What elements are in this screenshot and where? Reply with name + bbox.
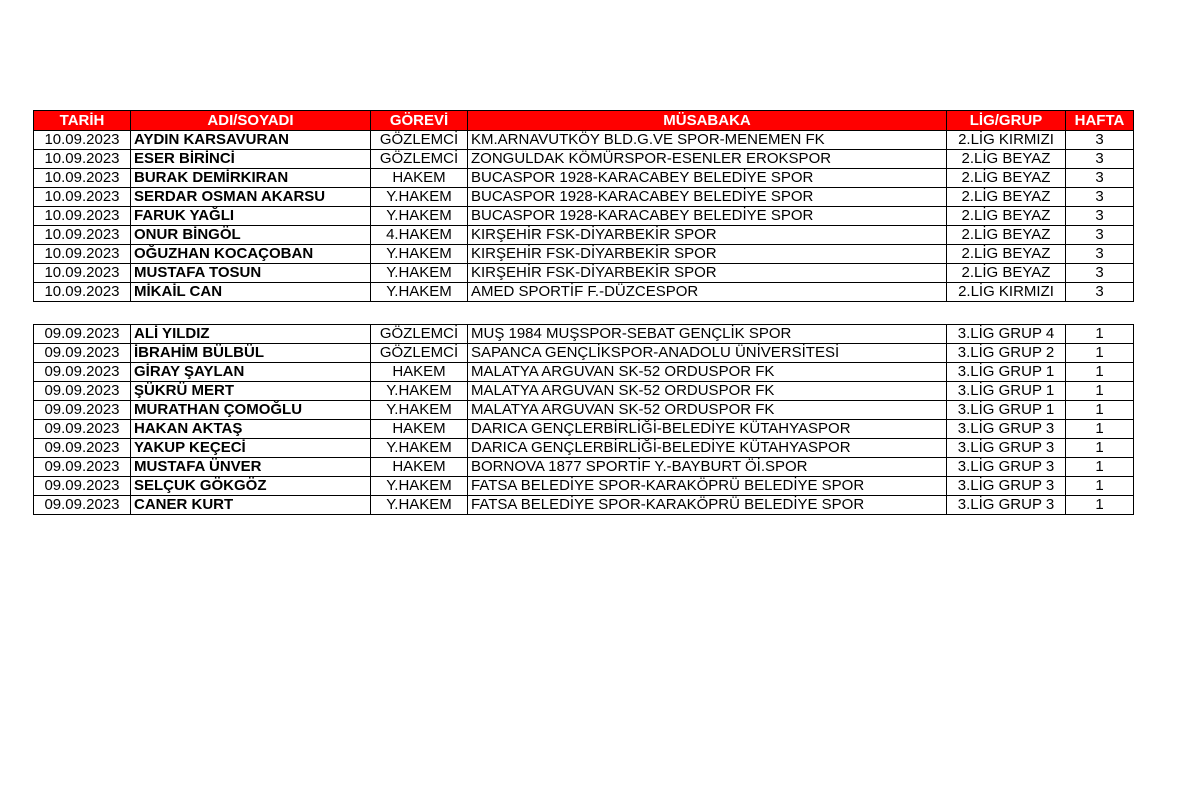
cell-role: HAKEM xyxy=(371,458,468,477)
cell-league: 2.LİG BEYAZ xyxy=(947,169,1066,188)
cell-match: MUŞ 1984 MUŞSPOR-SEBAT GENÇLİK SPOR xyxy=(468,325,947,344)
cell-date: 09.09.2023 xyxy=(34,344,131,363)
cell-match: BUCASPOR 1928-KARACABEY BELEDİYE SPOR xyxy=(468,207,947,226)
cell-name: SELÇUK GÖKGÖZ xyxy=(131,477,371,496)
cell-match: KIRŞEHİR FSK-DİYARBEKİR SPOR xyxy=(468,245,947,264)
cell-role: Y.HAKEM xyxy=(371,245,468,264)
cell-match: KIRŞEHİR FSK-DİYARBEKİR SPOR xyxy=(468,264,947,283)
cell-name: ESER BİRİNCİ xyxy=(131,150,371,169)
cell-match: DARICA GENÇLERBİRLİĞİ-BELEDİYE KÜTAHYASPOR xyxy=(468,439,947,458)
table-row xyxy=(34,283,1134,302)
cell-date: 10.09.2023 xyxy=(34,169,131,188)
table-row xyxy=(34,150,1134,169)
cell-role: Y.HAKEM xyxy=(371,188,468,207)
cell-week: 3 xyxy=(1066,169,1134,188)
cell-role: Y.HAKEM xyxy=(371,207,468,226)
cell-name: ŞÜKRÜ MERT xyxy=(131,382,371,401)
cell-role: Y.HAKEM xyxy=(371,401,468,420)
cell-date: 09.09.2023 xyxy=(34,439,131,458)
header-role: GÖREVİ xyxy=(371,111,468,131)
cell-match: BORNOVA 1877 SPORTİF Y.-BAYBURT Öİ.SPOR xyxy=(468,458,947,477)
cell-name: İBRAHİM BÜLBÜL xyxy=(131,344,371,363)
table-row xyxy=(34,382,1134,401)
cell-week: 3 xyxy=(1066,264,1134,283)
table-row xyxy=(34,169,1134,188)
assignments-table-week-1 xyxy=(33,324,1134,515)
cell-week: 1 xyxy=(1066,439,1134,458)
header-date: TARİH xyxy=(34,111,131,131)
cell-match: BUCASPOR 1928-KARACABEY BELEDİYE SPOR xyxy=(468,169,947,188)
cell-league: 3.LİG GRUP 3 xyxy=(947,477,1066,496)
cell-date: 10.09.2023 xyxy=(34,150,131,169)
cell-week: 3 xyxy=(1066,226,1134,245)
table-row xyxy=(34,131,1134,150)
cell-week: 1 xyxy=(1066,401,1134,420)
cell-week: 1 xyxy=(1066,363,1134,382)
cell-date: 09.09.2023 xyxy=(34,496,131,515)
table-row xyxy=(34,496,1134,515)
cell-date: 09.09.2023 xyxy=(34,363,131,382)
cell-name: FARUK YAĞLI xyxy=(131,207,371,226)
cell-role: Y.HAKEM xyxy=(371,439,468,458)
table-row xyxy=(34,477,1134,496)
header-match: MÜSABAKA xyxy=(468,111,947,131)
cell-name: BURAK DEMİRKIRAN xyxy=(131,169,371,188)
cell-role: HAKEM xyxy=(371,169,468,188)
table-row xyxy=(34,401,1134,420)
cell-league: 2.LİG BEYAZ xyxy=(947,245,1066,264)
table-row xyxy=(34,188,1134,207)
cell-name: MUSTAFA ÜNVER xyxy=(131,458,371,477)
table-row xyxy=(34,363,1134,382)
cell-role: Y.HAKEM xyxy=(371,496,468,515)
cell-league: 3.LİG GRUP 2 xyxy=(947,344,1066,363)
cell-name: CANER KURT xyxy=(131,496,371,515)
cell-match: KIRŞEHİR FSK-DİYARBEKİR SPOR xyxy=(468,226,947,245)
cell-week: 3 xyxy=(1066,188,1134,207)
cell-role: Y.HAKEM xyxy=(371,477,468,496)
cell-league: 3.LİG GRUP 4 xyxy=(947,325,1066,344)
cell-date: 10.09.2023 xyxy=(34,264,131,283)
cell-match: DARICA GENÇLERBİRLİĞİ-BELEDİYE KÜTAHYASPOR xyxy=(468,420,947,439)
cell-date: 09.09.2023 xyxy=(34,325,131,344)
cell-week: 3 xyxy=(1066,150,1134,169)
table-row xyxy=(34,226,1134,245)
table-row xyxy=(34,207,1134,226)
cell-date: 10.09.2023 xyxy=(34,245,131,264)
cell-date: 10.09.2023 xyxy=(34,283,131,302)
header-name: ADI/SOYADI xyxy=(131,111,371,131)
cell-week: 1 xyxy=(1066,344,1134,363)
cell-name: OĞUZHAN KOCAÇOBAN xyxy=(131,245,371,264)
cell-role: HAKEM xyxy=(371,420,468,439)
cell-league: 3.LİG GRUP 3 xyxy=(947,458,1066,477)
cell-date: 09.09.2023 xyxy=(34,420,131,439)
cell-match: MALATYA ARGUVAN SK-52 ORDUSPOR FK xyxy=(468,363,947,382)
cell-role: Y.HAKEM xyxy=(371,264,468,283)
cell-league: 2.LİG BEYAZ xyxy=(947,150,1066,169)
cell-week: 1 xyxy=(1066,458,1134,477)
cell-match: BUCASPOR 1928-KARACABEY BELEDİYE SPOR xyxy=(468,188,947,207)
cell-league: 2.LİG BEYAZ xyxy=(947,188,1066,207)
cell-league: 2.LİG BEYAZ xyxy=(947,264,1066,283)
cell-match: KM.ARNAVUTKÖY BLD.G.VE SPOR-MENEMEN FK xyxy=(468,131,947,150)
cell-date: 09.09.2023 xyxy=(34,477,131,496)
cell-league: 3.LİG GRUP 1 xyxy=(947,401,1066,420)
cell-name: MURATHAN ÇOMOĞLU xyxy=(131,401,371,420)
cell-match: MALATYA ARGUVAN SK-52 ORDUSPOR FK xyxy=(468,401,947,420)
table-row xyxy=(34,325,1134,344)
cell-role: Y.HAKEM xyxy=(371,382,468,401)
cell-name: MUSTAFA TOSUN xyxy=(131,264,371,283)
cell-name: ALİ YILDIZ xyxy=(131,325,371,344)
table-row xyxy=(34,264,1134,283)
table-row xyxy=(34,344,1134,363)
cell-date: 10.09.2023 xyxy=(34,188,131,207)
cell-date: 09.09.2023 xyxy=(34,458,131,477)
cell-date: 10.09.2023 xyxy=(34,226,131,245)
cell-date: 09.09.2023 xyxy=(34,382,131,401)
cell-role: 4.HAKEM xyxy=(371,226,468,245)
cell-league: 3.LİG GRUP 3 xyxy=(947,496,1066,515)
cell-name: GİRAY ŞAYLAN xyxy=(131,363,371,382)
cell-league: 2.LİG KIRMIZI xyxy=(947,131,1066,150)
header-league: LİG/GRUP xyxy=(947,111,1066,131)
cell-role: GÖZLEMCİ xyxy=(371,325,468,344)
cell-match: FATSA BELEDİYE SPOR-KARAKÖPRÜ BELEDİYE SPOR xyxy=(468,477,947,496)
cell-role: HAKEM xyxy=(371,363,468,382)
cell-league: 3.LİG GRUP 3 xyxy=(947,439,1066,458)
cell-date: 10.09.2023 xyxy=(34,207,131,226)
cell-name: YAKUP KEÇECİ xyxy=(131,439,371,458)
cell-league: 2.LİG BEYAZ xyxy=(947,207,1066,226)
cell-week: 3 xyxy=(1066,283,1134,302)
cell-week: 3 xyxy=(1066,131,1134,150)
cell-role: GÖZLEMCİ xyxy=(371,131,468,150)
cell-week: 3 xyxy=(1066,245,1134,264)
table-row xyxy=(34,420,1134,439)
cell-league: 2.LİG BEYAZ xyxy=(947,226,1066,245)
table-row xyxy=(34,439,1134,458)
cell-name: MİKAİL CAN xyxy=(131,283,371,302)
cell-week: 1 xyxy=(1066,420,1134,439)
cell-match: FATSA BELEDİYE SPOR-KARAKÖPRÜ BELEDİYE SPOR xyxy=(468,496,947,515)
cell-role: GÖZLEMCİ xyxy=(371,344,468,363)
cell-name: AYDIN KARSAVURAN xyxy=(131,131,371,150)
cell-week: 1 xyxy=(1066,382,1134,401)
cell-date: 10.09.2023 xyxy=(34,131,131,150)
cell-league: 3.LİG GRUP 1 xyxy=(947,382,1066,401)
cell-league: 3.LİG GRUP 1 xyxy=(947,363,1066,382)
assignments-table-week-3 xyxy=(33,110,1134,302)
cell-name: HAKAN AKTAŞ xyxy=(131,420,371,439)
cell-match: AMED SPORTİF F.-DÜZCESPOR xyxy=(468,283,947,302)
cell-role: Y.HAKEM xyxy=(371,283,468,302)
cell-match: ZONGULDAK KÖMÜRSPOR-ESENLER EROKSPOR xyxy=(468,150,947,169)
table-row xyxy=(34,245,1134,264)
cell-name: SERDAR OSMAN AKARSU xyxy=(131,188,371,207)
cell-match: MALATYA ARGUVAN SK-52 ORDUSPOR FK xyxy=(468,382,947,401)
cell-date: 09.09.2023 xyxy=(34,401,131,420)
cell-week: 3 xyxy=(1066,207,1134,226)
cell-role: GÖZLEMCİ xyxy=(371,150,468,169)
header-week: HAFTA xyxy=(1066,111,1134,131)
cell-match: SAPANCA GENÇLİKSPOR-ANADOLU ÜNİVERSİTESİ xyxy=(468,344,947,363)
cell-name: ONUR BİNGÖL xyxy=(131,226,371,245)
cell-league: 2.LİG KIRMIZI xyxy=(947,283,1066,302)
cell-week: 1 xyxy=(1066,325,1134,344)
cell-week: 1 xyxy=(1066,496,1134,515)
cell-league: 3.LİG GRUP 3 xyxy=(947,420,1066,439)
cell-week: 1 xyxy=(1066,477,1134,496)
header-row xyxy=(34,111,1134,131)
table-row xyxy=(34,458,1134,477)
